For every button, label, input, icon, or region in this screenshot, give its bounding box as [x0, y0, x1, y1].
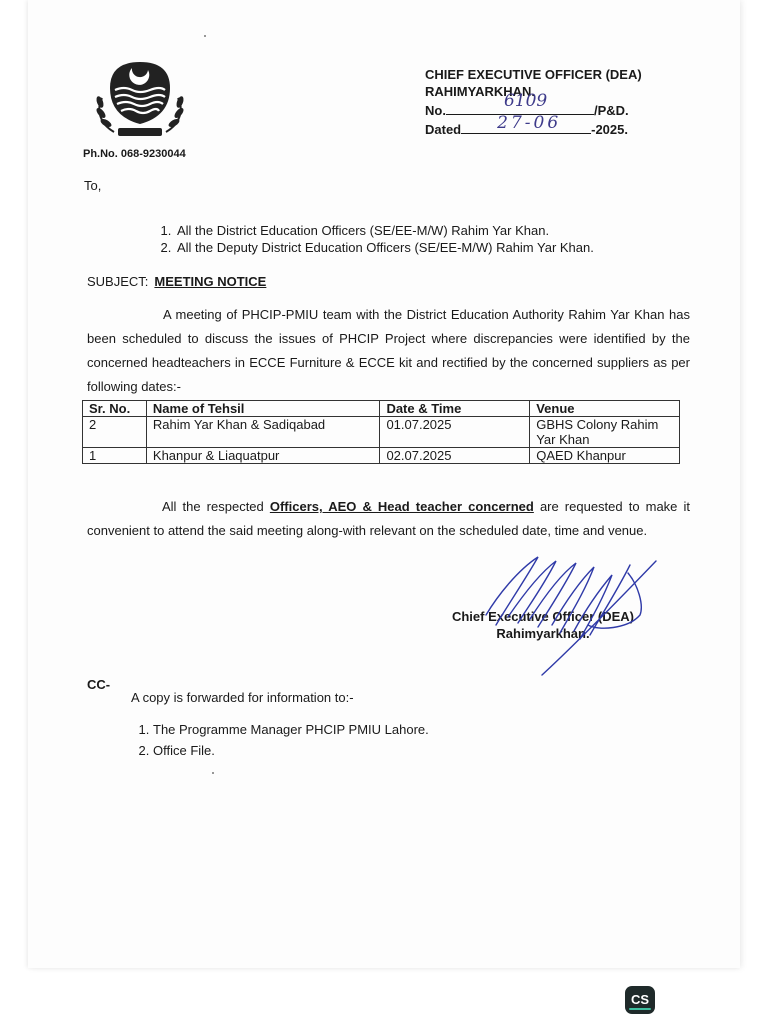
subject-label: SUBJECT:: [87, 274, 149, 289]
recipient-item: 1. All the District Education Officers (SE/EE-M/W) Rahim Yar Khan.: [175, 222, 695, 239]
reference-label: No.: [425, 103, 446, 118]
office-city: RAHIMYARKHAN.: [425, 84, 536, 99]
date-suffix: -2025.: [591, 122, 628, 137]
column-header: Name of Tehsil: [146, 401, 380, 417]
subject-title: MEETING NOTICE: [154, 274, 267, 289]
table-cell: Khanpur & Liaquatpur: [146, 448, 380, 464]
column-header: Date & Time: [380, 401, 530, 417]
cc-intro: A copy is forwarded for information to:-: [131, 690, 354, 705]
cc-item: 2. Office File.: [153, 740, 429, 761]
meeting-schedule-table: [82, 400, 680, 464]
date-line: [425, 113, 642, 138]
table-row: [83, 448, 680, 464]
table-cell: QAED Khanpur: [530, 448, 680, 464]
salutation: To,: [84, 178, 102, 193]
column-header: Sr. No.: [83, 401, 147, 417]
paragraph2-emphasis: Officers, AEO & Head teacher concerned: [269, 499, 534, 514]
letterhead: [425, 66, 642, 138]
signatory-place: Rahimyarkhan.: [496, 626, 590, 641]
recipient-item: 2. All the Deputy District Education Officers (SE/EE-M/W) Rahim Yar Khan.: [175, 239, 695, 256]
phone-number: Ph.No. 068-9230044: [83, 148, 186, 160]
handwritten-date: 27-06: [497, 113, 562, 133]
office-title: CHIEF EXECUTIVE OFFICER (DEA): [425, 67, 642, 82]
signatory-title: Chief Executive Officer (DEA): [451, 609, 635, 624]
table-header-row: [83, 401, 680, 417]
table-cell: GBHS Colony Rahim Yar Khan: [530, 417, 680, 448]
table-cell: 1: [83, 448, 147, 464]
reference-suffix: /P&D.: [593, 103, 629, 118]
body-paragraph-1: A meeting of PHCIP-PMIU team with the District Education Authority Rahim Yar Khan has been scheduled to discuss the issues of PHCIP Project where discrepancies were identified by the concerned headteachers in ECCE Furniture & ECCE kit and rectified by the concerned suppliers as per following dates:-: [87, 307, 690, 394]
government-emblem-logo: [88, 58, 192, 140]
handwritten-reference: 6109: [503, 91, 548, 111]
table-row: [83, 417, 680, 448]
body-paragraph-2: [87, 495, 690, 543]
table-cell: 2: [83, 417, 147, 448]
table-cell: Rahim Yar Khan & Sadiqabad: [146, 417, 380, 448]
table-cell: 02.07.2025: [380, 448, 530, 464]
cc-label: CC-: [87, 677, 111, 692]
paragraph2-start: All the respected: [162, 499, 270, 514]
paragraph2-end: are requested to make it convenient to attend the said meeting along-with relevant on the scheduled date, time and venue.: [87, 499, 690, 538]
camscanner-logo-icon: CS: [625, 986, 655, 1014]
scan-speck: [204, 35, 206, 37]
date-label: Dated: [425, 122, 462, 137]
table-cell: 01.07.2025: [380, 417, 530, 448]
subject-line: [87, 274, 266, 289]
scan-speck: [212, 772, 214, 774]
cc-list: [131, 719, 429, 761]
document-page: [28, 0, 740, 968]
recipient-list: [155, 222, 695, 256]
handwritten-signature: [478, 555, 668, 677]
cc-item: 1. The Programme Manager PHCIP PMIU Lahore.: [153, 719, 429, 740]
column-header: Venue: [530, 401, 680, 417]
